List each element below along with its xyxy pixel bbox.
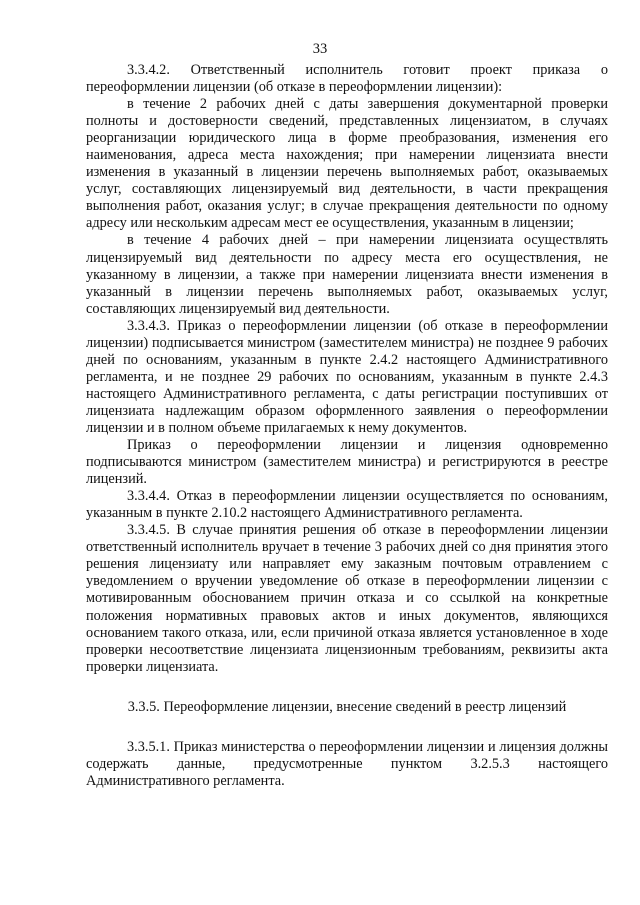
paragraph-3-3-4-4: 3.3.4.4. Отказ в переоформлении лицензии осуществляется по основаниям, указанным в пункте 2.10.2 настоящего Административного регламента. — [86, 488, 608, 522]
page-content — [86, 62, 608, 790]
paragraph-3-3-4-5: 3.3.4.5. В случае принятия решения об отказе в переоформлении лицензии ответственный исполнитель вручает в течение 3 рабочих дней со дня принятия этого решения лицензиату или направляет ему заказным почтовым отравлением с уведомлением о вручении уведомление об отказе в переоформлении лицензии с мотивированным обоснованием причин отказа и со ссылкой на конкретные положения нормативных правовых актов и иных документов, являющихся основанием такого отказа, или, если причиной отказа является установленное в ходе проверки несоответствие лицензиата лицензионным требованиям, реквизиты акта проверки лицензиата. — [86, 522, 608, 675]
paragraph-3-3-4-2: 3.3.4.2. Ответственный исполнитель готовит проект приказа о переоформлении лицензии (об отказе в переоформлении лицензии): — [86, 62, 608, 96]
paragraph-2-days-term: в течение 2 рабочих дней с даты завершения документарной проверки полноты и достоверности сведений, представленных лицензиатом, в случаях реорганизации юридического лица в форме преобразования, изменения его наименования, адреса места нахождения; при намерении лицензиата внести изменения в указанный в лицензии перечень выполняемых работ, оказываемых услуг, составляющих лицензируемый вид деятельности, в части прекращения выполнения работ, оказания услуг; в случае прекращения деятельности по одному адресу или нескольким адресам мест ее осуществления, указанным в лицензии; — [86, 96, 608, 232]
section-heading-3-3-5: 3.3.5. Переоформление лицензии, внесение сведений в реестр лицензий — [127, 698, 567, 715]
page-number: 33 — [312, 41, 328, 57]
paragraph-3-3-5-1: 3.3.5.1. Приказ министерства о переоформлении лицензии и лицензия должны содержать данные, предусмотренные пунктом 3.2.5.3 настоящего Административного регламента. — [86, 738, 608, 789]
paragraph-3-3-4-3: 3.3.4.3. Приказ о переоформлении лицензии (об отказе в переоформлении лицензии) подписывается министром (заместителем министра) не позднее 9 рабочих дней по основаниям, указанным в пункте 2.4.2 настоящего Административного регламента, и не позднее 29 рабочих по основаниям, указанным в пункте 2.4.3 настоящего Административного регламента, с даты регистрации поступивших от лицензиата надлежащим образом оформленного заявления о переоформлении лицензии и в полном объеме прилагаемых к нему документов. — [86, 317, 608, 436]
paragraph-order-signing: Приказ о переоформлении лицензии и лицензия одновременно подписываются министром (заместителем министра) и регистрируются в реестре лицензий. — [86, 437, 608, 488]
paragraph-4-days-term: в течение 4 рабочих дней – при намерении лицензиата осуществлять лицензируемый вид деятельности по адресу места его осуществления, не указанному в лицензии, а также при намерении лицензиата внести изменения в указанный в лицензии перечень выполняемых работ, оказываемых услуг, составляющих лицензируемый вид деятельности. — [86, 232, 608, 317]
